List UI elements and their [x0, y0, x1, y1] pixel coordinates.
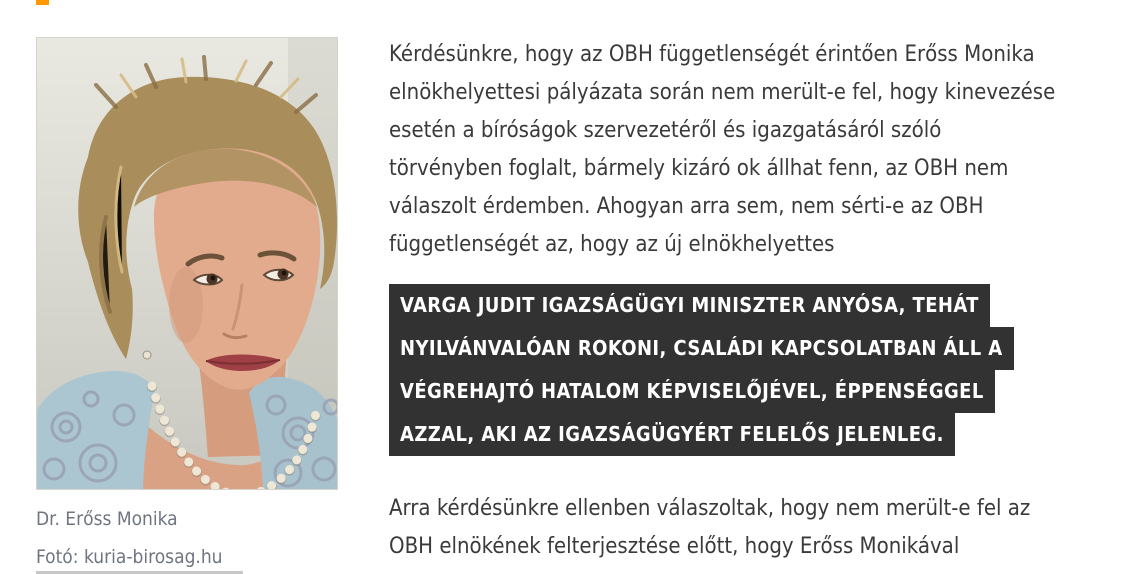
pull-quote-line: NYILVÁNVALÓAN ROKONI, CSALÁDI KAPCSOLATBAN ÁLL A	[389, 327, 1014, 370]
pull-quote-line: AZZAL, AKI AZ IGAZSÁGÜGYÉRT FELELŐS JELENLEG.	[389, 413, 955, 456]
paragraph-line: Arra kérdésünkre ellenben válaszoltak, hogy nem merült-e fel az	[389, 496, 1031, 521]
article-paragraph-2	[389, 490, 1030, 566]
paragraph-line: elnökhelyettesi pályázata során nem merült-e fel, hogy kinevezése	[389, 80, 1056, 105]
paragraph-line: törvényben foglalt, bármely kizáró ok állhat fenn, az OBH nem	[389, 156, 1009, 181]
paragraph-line: esetén a bíróságok szervezetéről és igazgatásáról szóló	[389, 118, 942, 143]
paragraph-line: válaszolt érdemben. Ahogyan arra sem, nem sérti-e az OBH	[389, 194, 984, 219]
pull-quote	[389, 284, 1014, 456]
pull-quote-line: VARGA JUDIT IGAZSÁGÜGYI MINISZTER ANYÓSA, TEHÁT	[389, 284, 990, 327]
photo-caption-name: Dr. Erőss Monika	[36, 508, 178, 530]
article-figure	[36, 37, 338, 490]
pull-quote-line: VÉGREHAJTÓ HATALOM KÉPVISELŐJÉVEL, ÉPPENSÉGGEL	[389, 370, 995, 413]
paragraph-line: függetlenségét az, hogy az új elnökhelyettes	[389, 232, 835, 257]
accent-marker	[36, 0, 49, 5]
paragraph-line: OBH elnökének felterjesztése előtt, hogy Erőss Monikával	[389, 534, 960, 559]
paragraph-line: Kérdésünkre, hogy az OBH függetlenségét érintően Erőss Monika	[389, 42, 1035, 67]
article-paragraph-1	[389, 36, 1055, 264]
photo-caption-credit: Fotó: kuria-birosag.hu	[36, 546, 223, 568]
portrait-photo	[36, 37, 338, 490]
